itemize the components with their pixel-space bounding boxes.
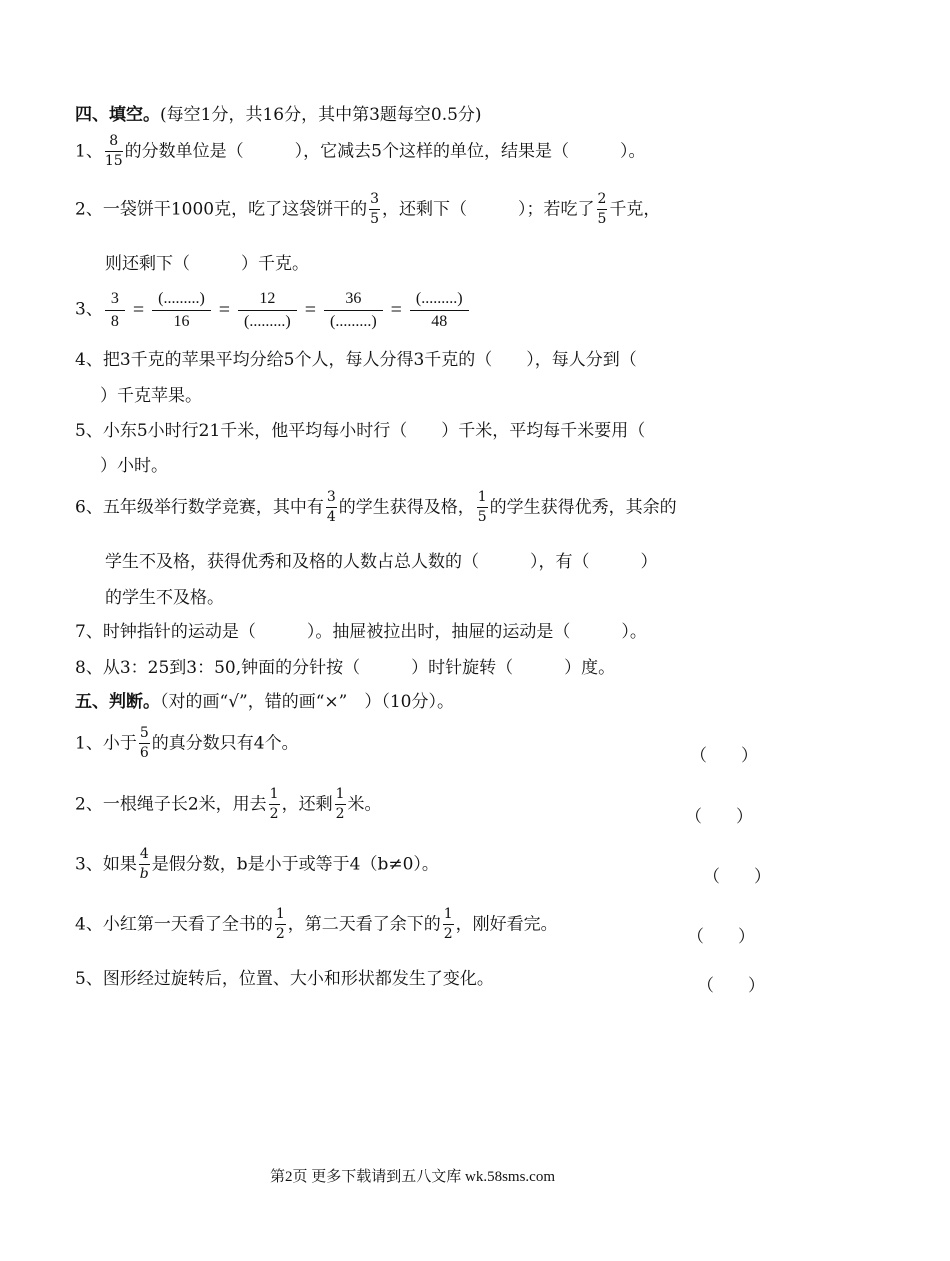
section-5-title: 五、判断。 [75,692,160,712]
fraction [443,907,454,943]
fraction-numerator: (.........) [152,290,211,311]
question-text: 的学生获得优秀，其余的 [489,497,677,518]
fraction [335,787,346,823]
fill-question-6-line3: 的学生不及格。 [105,588,224,608]
answer-blank[interactable]: （ ） [703,867,771,887]
section-4-heading [75,107,482,124]
fill-question-4: 4、把3千克的苹果平均分给5个人，每人分得3千克的（ ），每人分到（ [75,350,637,370]
section-5-note: （对的画“√”，错的画“×” ）（10分）。 [160,692,454,712]
question-text: 小红第一天看了全书的 [102,914,273,935]
fraction-denominator: 2 [335,806,345,823]
question-text: 的学生获得及格， [338,497,475,518]
equals-sign: = [390,299,402,322]
equals-sign: = [304,299,316,322]
fraction [477,490,488,526]
fraction [152,290,211,330]
fraction-numerator: 1 [477,490,488,508]
fraction [139,726,150,762]
fraction-denominator: b [139,866,149,883]
fraction-denominator: 16 [173,312,190,330]
fraction-numerator: 3 [326,490,337,508]
question-text: 的真分数只有4个。 [151,733,299,754]
judge-question-4 [75,907,558,943]
judge-question-5: 5、图形经过旋转后，位置、大小和形状都发生了变化。 [75,969,494,989]
page-footer: 第2页 更多下载请到五八文库 wk.58sms.com [270,1169,556,1185]
answer-blank[interactable]: （ ） [697,976,765,996]
fraction [269,787,280,823]
question-number: 4、 [75,914,103,935]
question-text: 的分数单位是（ ），它减去5个这样的单位，结果是（ ）。 [124,141,646,162]
fill-question-4-line2: ）千克苹果。 [100,386,202,406]
fraction-denominator: 2 [269,806,279,823]
fraction-numerator: 8 [105,134,123,152]
fraction-numerator: 4 [139,847,150,865]
fill-question-6 [75,490,677,526]
question-text: ，刚好看完。 [455,914,558,935]
fraction-numerator: 12 [238,290,297,311]
answer-blank[interactable]: （ ） [685,807,753,827]
fill-question-1 [75,134,645,170]
question-text: 一根绳子长2米，用去 [102,794,267,815]
fraction-numerator: 3 [105,290,125,311]
question-number: 1、 [75,141,103,162]
fraction [139,847,150,883]
fraction-numerator: 1 [269,787,280,805]
question-number: 3、 [75,854,103,875]
answer-blank[interactable]: （ ） [690,746,758,766]
fraction-numerator: 1 [443,907,454,925]
fraction-numerator: 1 [335,787,346,805]
question-text: 是假分数，b是小于或等于4（b≠0）。 [151,854,439,875]
judge-question-3 [75,847,439,883]
fraction-denominator: 5 [597,211,607,228]
fraction [275,907,286,943]
fraction-denominator: 48 [431,312,448,330]
question-text: 五年级举行数学竞赛，其中有 [102,497,324,518]
fill-question-7: 7、时钟指针的运动是（ ）。抽屉被拉出时，抽屉的运动是（ ）。 [75,622,647,642]
question-text: ，还剩 [281,794,333,815]
question-text: 小于 [102,733,137,754]
question-number: 2、 [75,199,103,220]
fraction-denominator: 8 [110,312,119,330]
fraction-numerator: 3 [369,192,380,210]
fraction-numerator: 36 [324,290,383,311]
fraction [369,192,380,228]
fraction-denominator: 5 [477,509,487,526]
fraction-denominator: 5 [370,211,380,228]
judge-question-1 [75,726,299,762]
question-text: ，第二天看了余下的 [287,914,441,935]
question-text: 千克， [609,199,661,220]
question-number: 6、 [75,497,103,518]
fill-question-5-line2: ）小时。 [100,456,168,476]
fraction-denominator: 2 [275,926,285,943]
question-text: 如果 [102,854,137,875]
fraction [410,290,469,330]
fraction-denominator: 15 [104,153,123,170]
judge-question-2 [75,787,382,823]
fraction [238,290,297,330]
question-text: 一袋饼干1000克，吃了这袋饼干的 [102,199,368,220]
section-4-note: (每空1分，共16分，其中第3题每空0.5分) [160,105,482,125]
fraction [324,290,383,330]
question-number: 3、 [75,299,103,320]
fill-question-5: 5、小东5小时行21千米，他平均每小时行（ ）千米，平均每千米要用（ [75,421,646,441]
fraction [597,192,608,228]
fraction [105,290,125,330]
fraction-denominator: (.........) [244,312,291,330]
fraction [105,134,123,170]
fill-question-2 [75,192,660,228]
fraction-denominator: 6 [139,745,149,762]
equals-sign: = [132,299,145,322]
fraction-denominator: 4 [326,509,336,526]
fraction-numerator: 2 [597,192,608,210]
fill-question-6-line2: 学生不及格，获得优秀和及格的人数占总人数的（ ），有（ ） [105,552,658,572]
fraction-numerator: (.........) [410,290,469,311]
fraction-denominator: (.........) [329,312,377,330]
equals-sign: = [218,299,231,322]
answer-blank[interactable]: （ ） [687,927,755,947]
question-text: 米。 [347,794,382,815]
fill-question-3 [75,290,471,330]
fill-question-2-line2: 则还剩下（ ）千克。 [105,254,309,274]
question-number: 1、 [75,733,103,754]
fraction-numerator: 5 [139,726,150,744]
fraction-numerator: 1 [275,907,286,925]
question-text: ，还剩下（ ）；若吃了 [382,199,595,220]
section-4-title: 四、填空。 [75,105,160,125]
fraction-denominator: 2 [443,926,453,943]
question-number: 2、 [75,794,103,815]
fill-question-8: 8、从3：25到3：50,钟面的分针按（ ）时针旋转（ ）度。 [75,658,616,678]
section-5-heading [75,694,454,711]
fraction [326,490,337,526]
